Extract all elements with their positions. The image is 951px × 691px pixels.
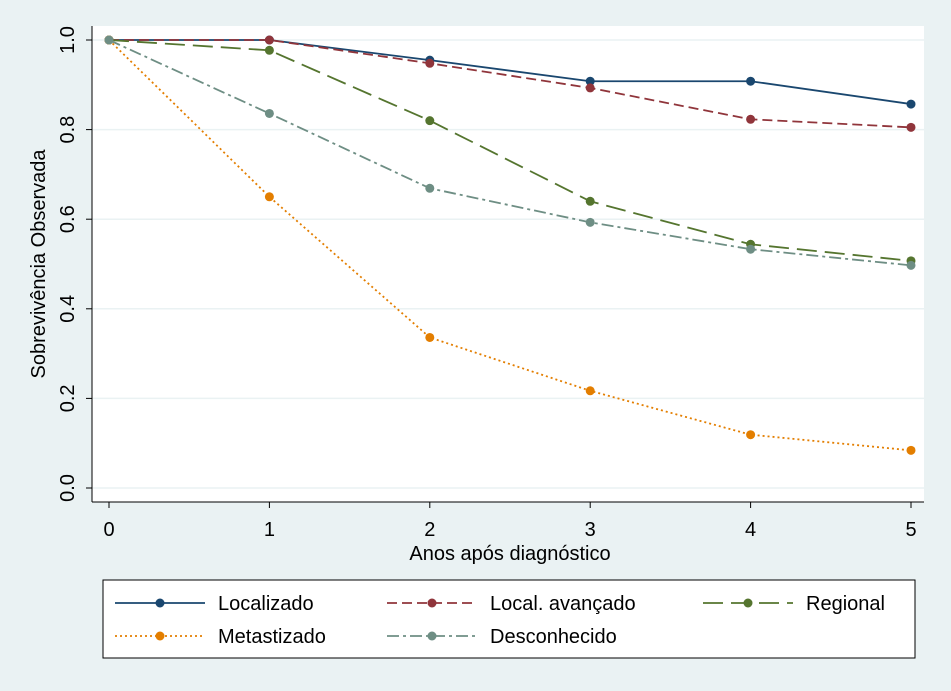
data-point <box>586 197 595 206</box>
data-point <box>105 36 114 45</box>
x-tick-label: 4 <box>745 519 757 541</box>
x-tick-label: 3 <box>584 519 596 541</box>
data-point <box>425 184 434 193</box>
legend-label: Metastizado <box>218 626 326 648</box>
data-point <box>265 109 274 118</box>
legend-label: Regional <box>806 593 885 615</box>
legend-label: Desconhecido <box>490 626 617 648</box>
legend-swatch-marker <box>428 632 437 641</box>
data-point <box>907 123 916 132</box>
plot-area <box>92 26 924 502</box>
data-point <box>907 446 916 455</box>
y-tick-label: 0.6 <box>57 205 79 234</box>
x-axis-label: Anos após diagnóstico <box>409 543 611 565</box>
data-point <box>907 100 916 109</box>
y-tick-label: 0.2 <box>57 384 79 413</box>
data-point <box>425 59 434 68</box>
legend-swatch-marker <box>156 599 165 608</box>
data-point <box>907 261 916 270</box>
data-point <box>746 115 755 124</box>
data-point <box>265 36 274 45</box>
data-point <box>746 430 755 439</box>
data-point <box>425 116 434 125</box>
legend-label: Local. avançado <box>490 593 636 615</box>
y-tick-label: 0.4 <box>57 294 79 323</box>
y-tick-label: 1.0 <box>57 26 79 54</box>
y-tick-label: 0.8 <box>57 115 79 144</box>
x-tick-label: 0 <box>103 519 115 541</box>
y-tick-label: 0.0 <box>57 474 79 502</box>
data-point <box>586 83 595 92</box>
data-point <box>586 386 595 395</box>
data-point <box>265 46 274 55</box>
x-tick-label: 5 <box>905 519 917 541</box>
legend-swatch-marker <box>744 599 753 608</box>
x-tick-label: 1 <box>263 519 275 541</box>
data-point <box>265 192 274 201</box>
y-axis-label: Sobrevivência Observada <box>28 149 50 379</box>
legend-swatch-marker <box>428 599 437 608</box>
legend-label: Localizado <box>218 593 314 615</box>
legend <box>103 580 915 658</box>
x-tick-label: 2 <box>424 519 436 541</box>
data-point <box>586 218 595 227</box>
legend-swatch-marker <box>156 632 165 641</box>
data-point <box>746 77 755 86</box>
data-point <box>425 333 434 342</box>
data-point <box>746 245 755 254</box>
